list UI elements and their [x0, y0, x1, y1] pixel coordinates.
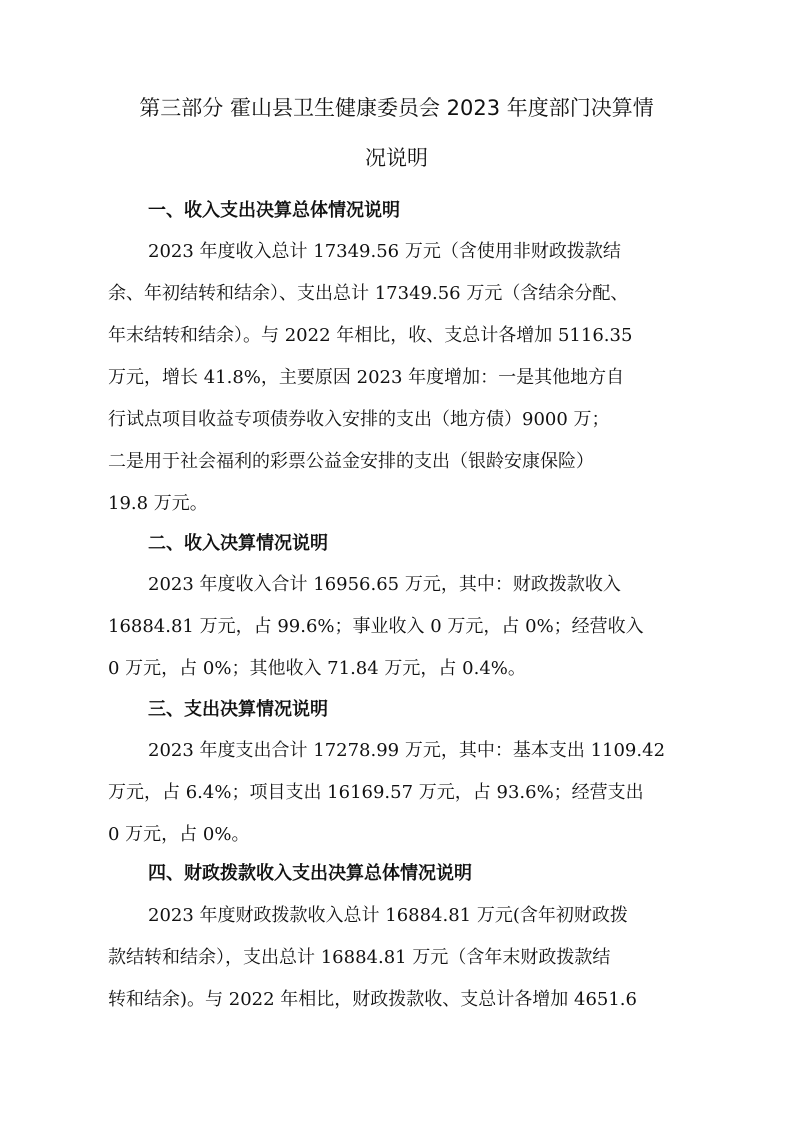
document-title-line-1: 第三部分 霍山县卫生健康委员会 2023 年度部门决算情: [139, 96, 654, 120]
document-title-line-2: 况说明: [365, 146, 428, 170]
section-1-paragraph-line: 年末结转和结余）。与 2022 年相比，收、支总计各增加 5116.35: [108, 325, 633, 346]
section-2-paragraph-line: 2023 年度收入合计 16956.65 万元，其中：财政拨款收入: [148, 574, 621, 595]
section-4-paragraph-line: 转和结余)。与 2022 年相比，财政拨款收、支总计各增加 4651.6: [108, 989, 637, 1010]
section-1-paragraph-line: 万元，增长 41.8%，主要原因 2023 年度增加：一是其他地方自: [108, 367, 625, 388]
section-2-paragraph-line: 0 万元，占 0%；其他收入 71.84 万元，占 0.4%。: [108, 658, 526, 679]
section-4-paragraph-line: 2023 年度财政拨款收入总计 16884.81 万元(含年初财政拨: [148, 905, 628, 926]
section-1-paragraph-line: 19.8 万元。: [108, 493, 208, 514]
section-1-paragraph-line: 余、年初结转和结余）、支出总计 17349.56 万元（含结余分配、: [108, 283, 629, 304]
section-4-heading: 四、财政拨款收入支出决算总体情况说明: [148, 863, 472, 884]
section-3-paragraph-line: 0 万元，占 0%。: [108, 824, 250, 845]
section-3-paragraph-line: 2023 年度支出合计 17278.99 万元，其中：基本支出 1109.42: [148, 740, 666, 761]
section-2-heading: 二、收入决算情况说明: [148, 533, 328, 554]
section-3-paragraph-line: 万元，占 6.4%；项目支出 16169.57 万元，占 93.6%；经营支出: [108, 782, 644, 803]
section-3-heading: 三、支出决算情况说明: [148, 699, 328, 720]
section-2-paragraph-line: 16884.81 万元，占 99.6%；事业收入 0 万元，占 0%；经营收入: [108, 616, 644, 637]
section-4-paragraph-line: 款结转和结余），支出总计 16884.81 万元（含年末财政拨款结: [108, 947, 611, 968]
section-1-paragraph-line: 2023 年度收入总计 17349.56 万元（含使用非财政拨款结: [148, 241, 621, 262]
section-1-paragraph-line: 二是用于社会福利的彩票公益金安排的支出（银龄安康保险）: [108, 451, 594, 472]
section-1-heading: 一、收入支出决算总体情况说明: [148, 200, 400, 221]
section-1-paragraph-line: 行试点项目收益专项债券收入安排的支出（地方债）9000 万；: [108, 409, 610, 430]
